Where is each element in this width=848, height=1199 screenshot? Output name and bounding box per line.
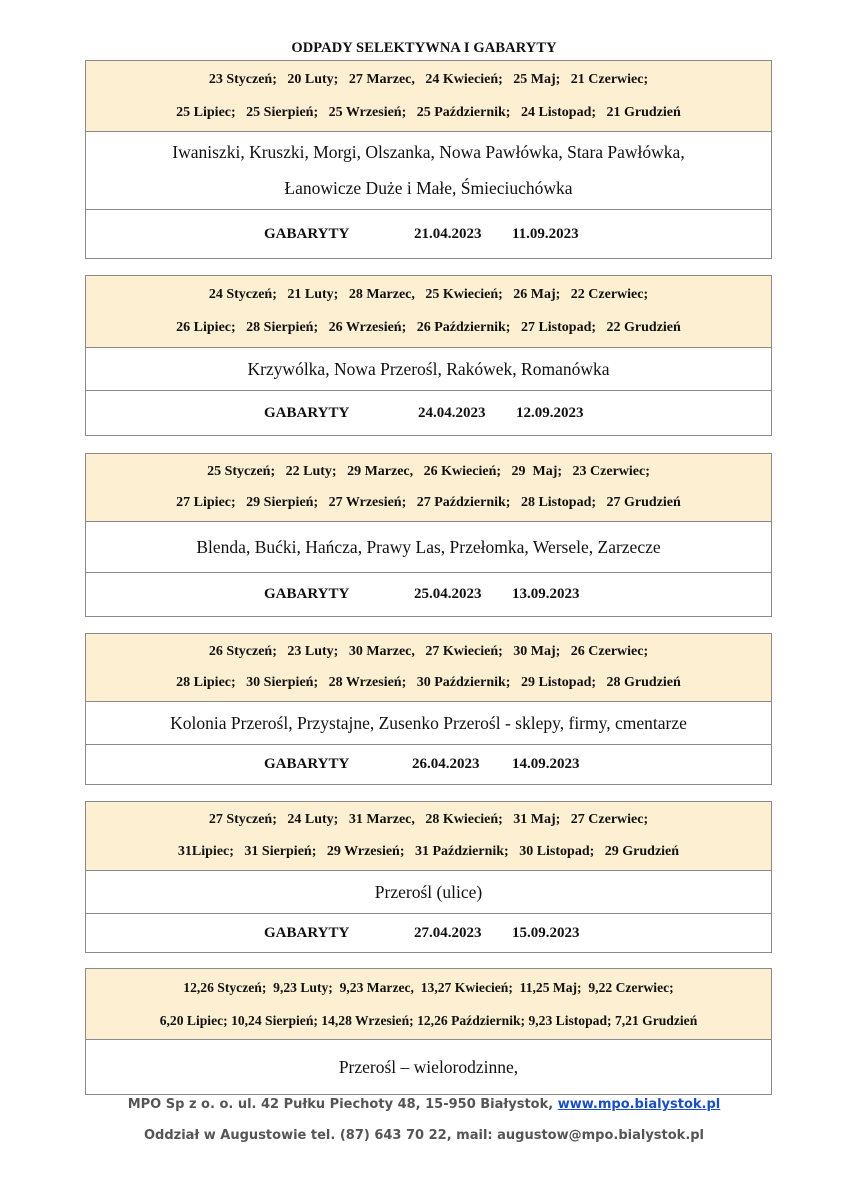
gabaryty-date-2: 13.09.2023 (512, 586, 580, 602)
collection-dates (86, 454, 771, 522)
gabaryty-row (86, 390, 771, 435)
gabaryty-row (86, 744, 771, 784)
page-title: ODPADY SELEKTYWNA I GABARYTY (291, 40, 557, 56)
gabaryty-row (86, 209, 771, 258)
localities (86, 1040, 771, 1094)
collection-dates (86, 276, 771, 348)
schedule-block-4 (85, 633, 772, 785)
gabaryty-label: GABARYTY (264, 404, 350, 421)
collection-dates (86, 634, 771, 702)
localities (86, 702, 771, 744)
localities-line-1: Krzywólka, Nowa Przerośl, Rakówek, Romanówka (247, 358, 610, 379)
dates-line-1: 12,26 Styczeń; 9,23 Luty; 9,23 Marzec, 13,27 Kwiecień; 11,25 Maj; 9,22 Czerwiec; (183, 979, 674, 995)
localities-line-2: Łanowicze Duże i Małe, Śmieciuchówka (284, 178, 573, 199)
localities (86, 132, 771, 209)
schedule-block-1 (85, 60, 772, 259)
gabaryty-date-1: 24.04.2023 (418, 404, 486, 421)
footer-contact: Oddział w Augustowie tel. (87) 643 70 22, mail: augustow@mpo.bialystok.pl (143, 1128, 705, 1143)
schedule-block-6 (85, 968, 772, 1095)
gabaryty-date-1: 25.04.2023 (414, 586, 482, 602)
localities (86, 522, 771, 572)
gabaryty-date-2: 11.09.2023 (512, 225, 579, 242)
gabaryty-row (86, 913, 771, 952)
gabaryty-date-2: 12.09.2023 (516, 404, 584, 421)
footer-address-text: MPO Sp z o. o. ul. 42 Pułku Piechoty 48, 15-950 Białystok, (127, 1097, 558, 1112)
dates-line-2: 26 Lipiec; 28 Sierpień; 26 Wrzesień; 26 Październik; 27 Listopad; 22 Grudzień (176, 320, 681, 336)
website-link[interactable]: www.mpo.bialystok.pl (557, 1097, 721, 1112)
localities-line-1: Przerośl – wielorodzinne, (338, 1056, 519, 1077)
collection-dates (86, 61, 771, 132)
dates-line-1: 26 Styczeń; 23 Luty; 30 Marzec, 27 Kwiecień; 30 Maj; 26 Czerwiec; (208, 643, 649, 659)
gabaryty-label: GABARYTY (264, 924, 350, 941)
collection-dates (86, 802, 771, 871)
localities (86, 871, 771, 913)
dates-line-2: 27 Lipiec; 29 Sierpień; 27 Wrzesień; 27 Październik; 28 Listopad; 27 Grudzień (176, 495, 681, 511)
gabaryty-row (86, 572, 771, 616)
localities-line-1: Kolonia Przerośl, Przystajne, Zusenko Przerośl - sklepy, firmy, cmentarze (170, 712, 687, 733)
gabaryty-label: GABARYTY (264, 225, 350, 242)
gabaryty-date-2: 14.09.2023 (512, 756, 580, 772)
dates-line-1: 24 Styczeń; 21 Luty; 28 Marzec, 25 Kwiecień; 26 Maj; 22 Czerwiec; (208, 286, 649, 302)
localities-line-1: Blenda, Bućki, Hańcza, Prawy Las, Przełomka, Wersele, Zarzecze (196, 536, 661, 557)
collection-dates (86, 969, 771, 1040)
gabaryty-date-1: 26.04.2023 (412, 756, 480, 772)
dates-line-2: 28 Lipiec; 30 Sierpień; 28 Wrzesień; 30 Październik; 29 Listopad; 28 Grudzień (176, 675, 681, 691)
gabaryty-label: GABARYTY (264, 756, 350, 772)
dates-line-2: 25 Lipiec; 25 Sierpień; 25 Wrzesień; 25 Październik; 24 Listopad; 21 Grudzień (176, 104, 681, 120)
localities (86, 348, 771, 390)
gabaryty-date-1: 21.04.2023 (414, 225, 482, 242)
localities-line-1: Iwaniszki, Kruszki, Morgi, Olszanka, Nowa Pawłówka, Stara Pawłówka, (172, 141, 685, 162)
gabaryty-label: GABARYTY (264, 586, 350, 602)
dates-line-1: 25 Styczeń; 22 Luty; 29 Marzec, 26 Kwiecień; 29 Maj; 23 Czerwiec; (207, 463, 650, 479)
dates-line-1: 27 Styczeń; 24 Luty; 31 Marzec, 28 Kwiecień; 31 Maj; 27 Czerwiec; (208, 812, 649, 827)
footer-address (0, 1097, 848, 1112)
dates-line-2: 31Lipiec; 31 Sierpień; 29 Wrzesień; 31 Październik; 30 Listopad; 29 Grudzień (177, 844, 680, 859)
dates-line-2: 6,20 Lipiec; 10,24 Sierpień; 14,28 Wrzesień; 12,26 Październik; 9,23 Listopad; 7,21 Grudzień (159, 1012, 698, 1028)
gabaryty-date-1: 27.04.2023 (414, 924, 482, 941)
gabaryty-date-2: 15.09.2023 (512, 924, 580, 941)
dates-line-1: 23 Styczeń; 20 Luty; 27 Marzec, 24 Kwiecień; 25 Maj; 21 Czerwiec; (208, 71, 649, 87)
schedule-block-5 (85, 801, 772, 953)
schedule-block-2 (85, 275, 772, 436)
schedule-block-3 (85, 453, 772, 617)
localities-line-1: Przerośl (ulice) (374, 881, 483, 902)
